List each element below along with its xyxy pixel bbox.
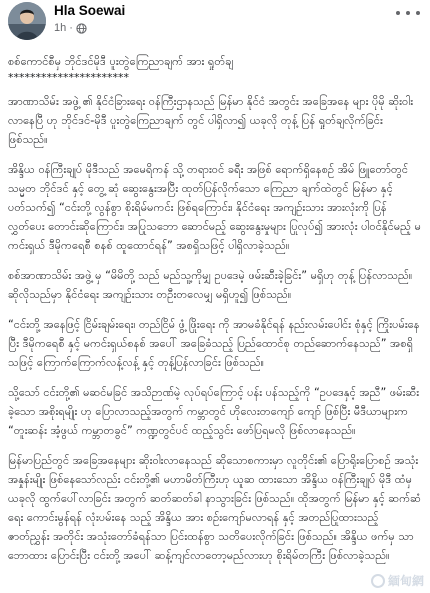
post-header [0,0,430,44]
post-body [8,52,422,576]
title-underline-stars: ********************** [8,71,129,84]
author-avatar[interactable] [8,2,46,40]
meta-separator: · [69,22,73,34]
watermark-logo-icon [371,574,385,588]
watermark-text: 緬甸網 [387,574,424,588]
paragraph-6: မြန်မာပြည်တွင် အခြေအနေများ ဆိုးဝါးလာနေသည် ဆိုသောစကားမှာ လူတိုင်း၏ ပြောရိုးပြောစဉ် အသုံး အနှုန်းမျိုး ဖြစ်နေသော်လည်း ငင်းတို့၏ မဟာမိတ်ကြီးဟု ယူဆ ထားသော အိန္ဒိယ ဝန်ကြီးချုပ် မိုဒီ ထံမှ ယခုလို ထွက်ပေါ်လာခြင်း အတွက် ဆတ်ဆတ်ခါ နာသွားခြင်း ဖြစ်သည်။ ထိုအတွက် မြန်မာ နှင့် ဆက်ဆံရေး ကောင်းမွန်ရန် လုံးပမ်းနေ သည့် အိန္ဒိယ အား စဉ်းကျော်မလာရန် နှင့် အတည်ပြုထားသည့် ဇာတ်ညွှန်း အတိုင်း အသုံးတော်ခံရန်သာ ပြင်းထန်စွာ သတိပေးလိုက်ခြင်း ဖြစ်သည်။ အိန္ဒိယ ဖက်မှ သာဘောထား ပြောင်းပြီး ငင်းတို့ အပေါ် ဆန့်ကျင်လာတော့မည်လားဟု စိုးရိမ်တကြီး ဖြစ်လာခဲ့သည်။ [8,454,421,562]
paragraph-5: သို့သော် ငင်းတို့၏ မဆင်မခြင် အသိဉာဏ်မဲ့ လုပ်ရပ်ကြောင့် ပန်း ပန်သည့်ကို “ဥပဒေနှင့် အညီ” ဖမ်းဆီး ခဲ့သော အစိုးရမျိုး ဟု ပြောလာသည့်အတွက် ကမ္ဘာတွင် ဟိုလေးတကျော် ကျော် ဖြစ်ပြီး မီဒီယာများက “တူးဆန်း အံ့ဖွယ် ကမ္ဘာတခွင်” ကဏ္ဍတွင်ပင် ထည့်သွင်း ဖော်ပြရမလို ဖြစ်လာနေသည်။ [8,386,420,437]
post-title: စစ်ကောင်စီမှ ဘိုင်ဒင်မိုဒီ ပူးတွဲကြေညာချက် အား ရှုတ်ချ [8,55,234,68]
paragraph-2: အိန္ဒိယ ဝန်ကြီးချုပ် မိုဒီသည် အမေရိကန် သို့ တရားဝင် ခရီး အဖြစ် ရောက်ရှိနေစဉ် အိမ် ဖြူတော်တွင် သမ္မတ ဘိုင်ဒင် နှင့် တွေ့ ဆုံ ဆွေးနွေးအပြီး ထုတ်ပြန်လိုက်သော ကြေညာ ချက်ထဲတွင် မြန်မာ နှင့် ပတ်သက်၍ “ငင်းတို့ လွန်စွာ စိုးရိမ်မကင်း ဖြစ်ရကြောင်း၊ နိုင်ငံရေး အကျဉ်းသား အားလုံးကို ပြန်လွှတ်ပေး တောင်းဆိုကြောင်း၊ အပြုသဘော ဆောင်မည့် ဆွေးနွေးမှုများ ပြုလုပ်၍ အားလုံး ပါဝင်နိုင်မည့် မကင်းရှယ် ဒီမိုကရေစီ စနစ် ထူထောင်ရန်” အစရှိသဖြင့် ပါရှိလာခဲ့သည်။ [8,163,422,252]
watermark [371,572,424,589]
post-meta [54,22,87,34]
more-horizontal-icon[interactable] [396,6,420,20]
paragraph-4: “ငင်းတို့ အနေဖြင့် ငြိမ်းချမ်းရေး၊ တည်ငြိမ် ဖွံ့ ဖြိုးရေး ကို အာမခံနိုင်ရန် နည်းလမ်းပေါင်း စုံနှင့် ကြိုးပမ်းနေပြီး ဒီမိုကရေစီ နှင့် မကင်းရှယ်စနစ် အပေါ် အခြေခံသည့် ပြည်ထောင်စု တည်ဆောက်နေသည်” အစရှိသဖြင့် ကြောက်ကြောက်လန့်လန့် နှင့် တုန့်ပြန်လာခြင်း ဖြစ်သည်။ [8,318,420,369]
paragraph-1: အာဏာသိမ်း အဖွဲ့ ၏ နိုင်ငံခြားရေး ဝန်ကြီးဌာနသည် မြန်မာ နိုင်ငံ အတွင်း အခြေအနေ များ ပိုမို ဆိုးဝါးလာနေပြီ ဟု ဘိုင်ဒင်-မိုဒီ ပူးတွဲကြေညာချက် တွင် ပါရှိလာ၍ ယခုလို တုန့် ပြန် ရှုတ်ချလိုက်ခြင်း ဖြစ်သည်။ [8,95,414,146]
globe-icon [76,23,87,34]
paragraph-3: စစ်အာဏာသိမ်း အဖွဲ့ မှ “မိမိတို့ သည် မည်သူ့ကိုမျှ ဥပဒေမဲ့ ဖမ်းဆီးခဲ့ခြင်း” မရှိဟု တုန့် ပြန်လာသည်။ ဆိုလိုသည်မှာ နိုင်ငံရေး အကျဉ်းသား တဦးတလေမျှ မရှိဟူ၍ ဖြစ်သည်။ [8,269,413,301]
post-time[interactable]: 1h [54,22,67,34]
author-name[interactable]: Hla Soewai [54,3,126,18]
